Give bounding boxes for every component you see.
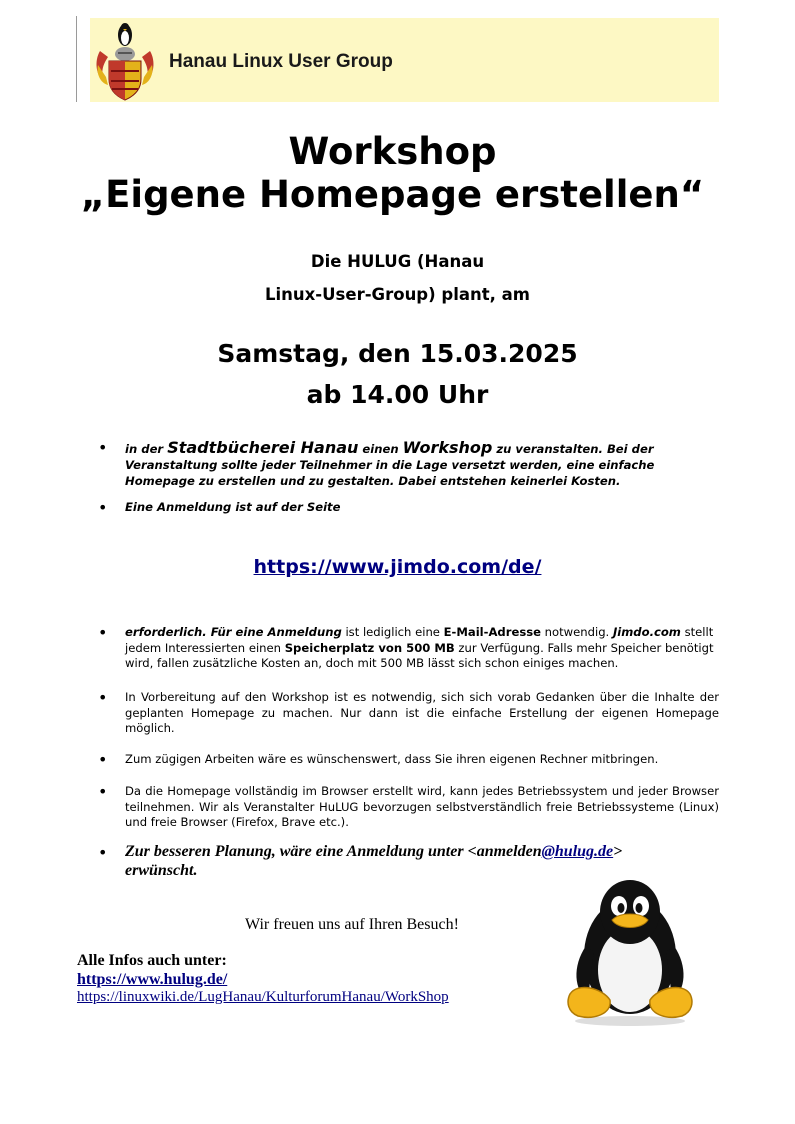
bullet-registration: Eine Anmeldung ist auf der Seite [125,500,341,514]
email-link[interactable]: @hulug.de [541,843,614,860]
page-title-line2: „Eigene Homepage erstellen“ [80,173,705,216]
bullet-preparation: In Vorbereitung auf den Workshop ist es notwendig, sich sich vorab Gedanken über die Inhalte der geplanten Homepage zu machen. Nur dann ist die einfache Erstellung der eigenen Homepage möglich. [125,690,719,735]
intro-line1: Die HULUG (Hanau [310,252,485,271]
tux-penguin-icon [564,876,696,1026]
bullet-icon: • [98,782,108,801]
bullet-icon: • [98,498,108,517]
bullet-browser: Da die Homepage vollständig im Browser erstellt wird, kann jedes Betriebssystem und jeder Browser teilnehmen. Wir als Veranstalter HuLUG bevorzugen selbstverständlich freie Betriebssysteme (Linux) und freie Browser (Firefox, Brave etc.). [125,784,719,829]
bullet-signup-email: Zur besseren Planung, wäre eine Anmeldung unter <anmelden@hulug.de> erwünscht. [125,843,623,879]
page-title-line1: Workshop [288,130,497,173]
bullet-icon: • [98,843,108,862]
event-time: ab 14.00 Uhr [306,380,489,409]
bullet-icon: • [98,623,108,642]
header-divider [76,16,77,102]
bullet-icon: • [98,750,108,769]
bullet-venue: in der Stadtbücherei Hanau einen Workshop zu veranstalten. Bei der Veranstaltung sollte jeder Teilnehmer in die Lage versetzt werden, eine einfache Homepage zu erstellen und zu gestalten. Dabei entstehen keinerlei Kosten. [125,438,655,488]
event-date: Samstag, den 15.03.2025 [217,339,578,368]
bullet-email-storage: erforderlich. Für eine Anmeldung ist lediglich eine E-Mail-Adresse notwendig. Jimdo.com stellt jedem Interessierten einen Speicherplatz von 500 MB zur Verfügung. Falls mehr Speicher benötigt wird, fallen zusätzliche Kosten an, doch mit 500 MB lässt sich schon einiges machen. [125,625,714,670]
bullet-own-computer: Zum zügigen Arbeiten wäre es wünschenswert, dass Sie ihren eigenen Rechner mitbringen. [125,752,659,766]
footer-link-hulug[interactable]: https://www.hulug.de/ [77,971,228,988]
org-name: Hanau Linux User Group [169,51,393,72]
footer-label: Alle Infos auch unter: [77,952,227,969]
intro-line2: Linux-User-Group) plant, am [265,285,530,304]
footer-link-wiki[interactable]: https://linuxwiki.de/LugHanau/KulturforumHanau/WorkShop [77,989,449,1005]
bullet-icon: • [98,688,108,707]
bullet-icon: • [98,438,108,457]
thanks-text: Wir freuen uns auf Ihren Besuch! [245,916,459,933]
coat-of-arms-icon [94,21,156,101]
header-banner [90,18,719,102]
jimdo-link[interactable]: https://www.jimdo.com/de/ [253,556,542,578]
